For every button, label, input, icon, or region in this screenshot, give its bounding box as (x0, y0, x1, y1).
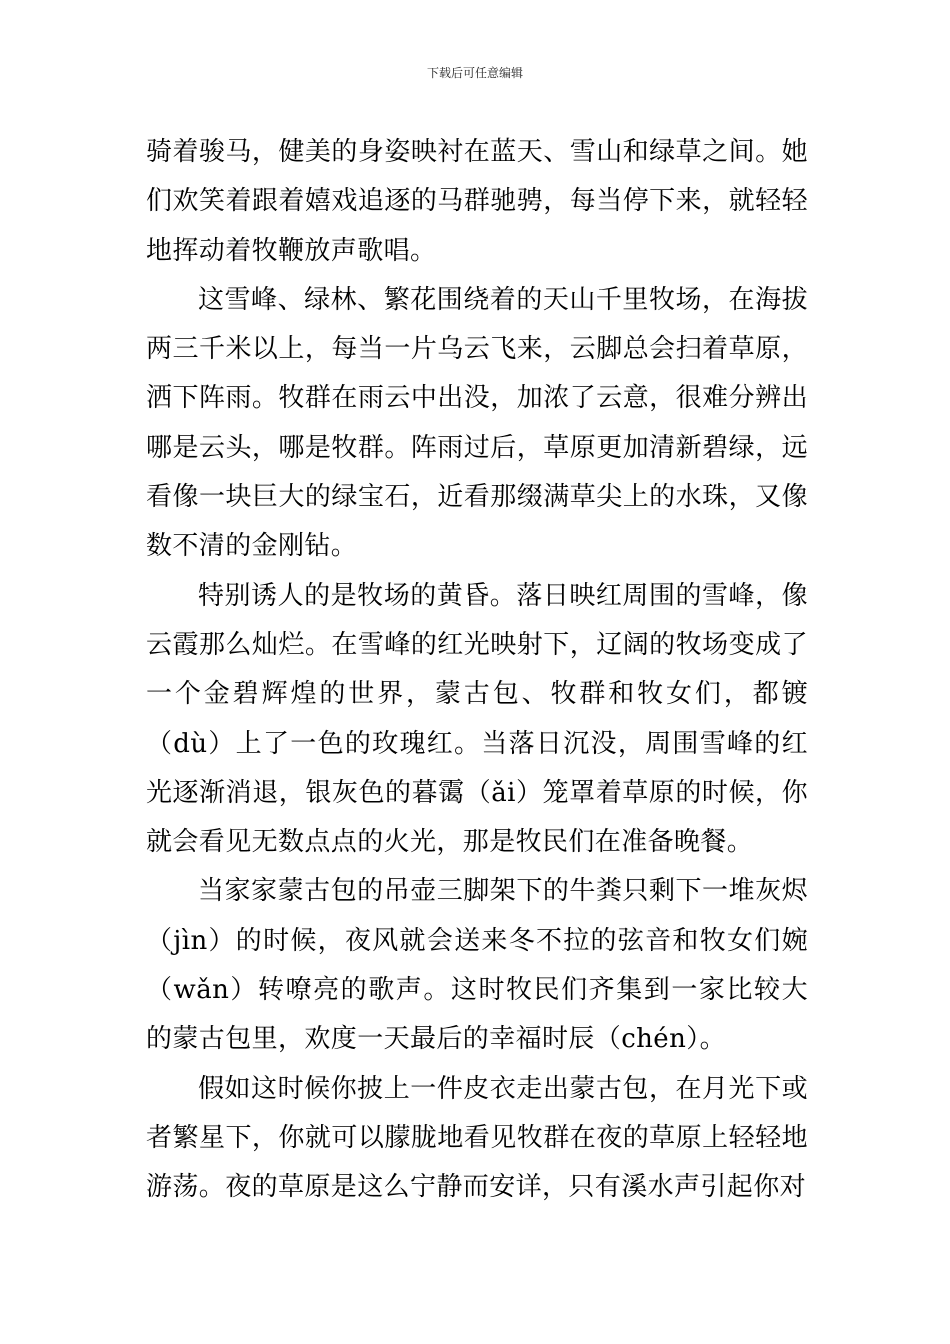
paragraph-5: 假如这时候你披上一件皮衣走出蒙古包，在月光下或者繁星下，你就可以朦胧地看见牧群在夜的草原上轻轻地游荡。夜的草原是这么宁静而安详，只有溪水声引起你对 (146, 1073, 808, 1203)
paragraph-4: 当家家蒙古包的吊壶三脚架下的牛粪只剩下一堆灰烬（jìn）的时候，夜风就会送来冬不拉的弦音和牧女们婉（wǎn）转嘹亮的歌声。这时牧民们齐集到一家比较大的蒙古包里，欢度一天最后的幸福时辰（chén）。 (146, 876, 808, 1055)
body-text (146, 128, 808, 1213)
paragraph-3: 特别诱人的是牧场的黄昏。落日映红周围的雪峰，像云霞那么灿烂。在雪峰的红光映射下，辽阔的牧场变成了一个金碧辉煌的世界，蒙古包、牧群和牧女们，都镀（dù）上了一色的玫瑰红。当落日沉没，周围雪峰的红光逐渐消退，银灰色的暮霭（ǎi）笼罩着草原的时候，你就会看见无数点点的火光，那是牧民们在准备晚餐。 (146, 580, 808, 858)
paragraph-1: 骑着骏马，健美的身姿映衬在蓝天、雪山和绿草之间。她们欢笑着跟着嬉戏追逐的马群驰骋，每当停下来，就轻轻地挥动着牧鞭放声歌唱。 (146, 137, 808, 266)
paragraph-2: 这雪峰、绿林、繁花围绕着的天山千里牧场，在海拔两三千米以上，每当一片乌云飞来，云脚总会扫着草原，洒下阵雨。牧群在雨云中出没，加浓了云意，很难分辨出哪是云头，哪是牧群。阵雨过后，草原更加清新碧绿，远看像一块巨大的绿宝石，近看那缀满草尖上的水珠，又像数不清的金刚钻。 (146, 284, 808, 562)
page-header: 下载后可任意编辑 (426, 66, 523, 80)
